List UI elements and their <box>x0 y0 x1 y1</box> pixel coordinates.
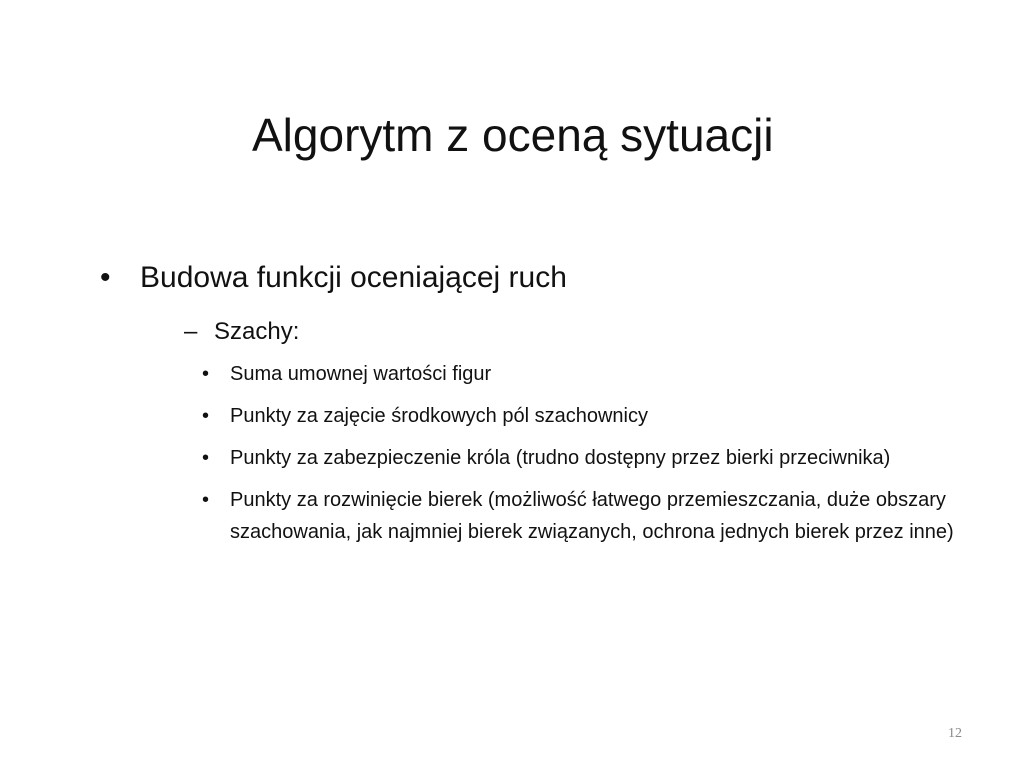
bullet-dot-icon: • <box>202 447 210 469</box>
list-item-text: Punkty za zabezpieczenie króla (trudno dostępny przez bierki przeciwnika) <box>230 447 891 469</box>
list-item-text: Punkty za rozwinięcie bierek (możliwość łatwego przemieszczania, duże obszary szachowania, jak najmniej bierek związanych, ochrona jednych bierek przez inne) <box>230 489 954 543</box>
bullet-level-1 <box>96 248 976 308</box>
bullet-level-2-text: Szachy: <box>214 318 300 345</box>
slide-content <box>96 248 976 548</box>
list-item-text: Punkty za zajęcie środkowych pól szachownicy <box>230 405 648 427</box>
list-item <box>202 484 976 548</box>
bullet-dot-icon: • <box>202 363 210 385</box>
slide-title: Algorytm z oceną sytuacji <box>252 109 774 161</box>
bullet-dot-icon: • <box>202 405 210 427</box>
dash-icon: – <box>184 318 198 345</box>
list-item <box>202 400 976 432</box>
list-item <box>202 442 976 474</box>
bullet-level-3-list <box>96 358 976 548</box>
bullet-level-1-text: Budowa funkcji oceniającej ruch <box>140 261 567 294</box>
list-item-text: Suma umownej wartości figur <box>230 363 492 385</box>
bullet-level-2 <box>184 314 976 350</box>
bullet-dot-icon: • <box>202 489 210 511</box>
page-number: 12 <box>948 726 962 741</box>
bullet-dot-icon: • <box>100 261 111 294</box>
list-item <box>202 358 976 390</box>
